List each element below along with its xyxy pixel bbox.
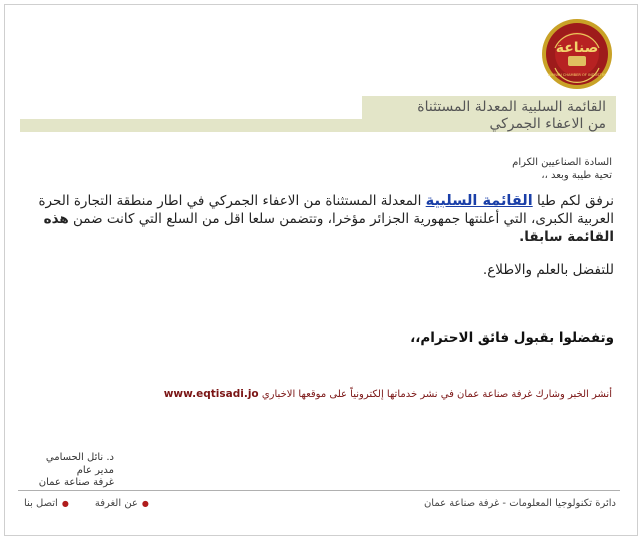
footer-link-about[interactable]: ● عن الغرفة [94,498,149,509]
bullet-icon: ● [61,499,69,508]
footer-divider [18,490,620,491]
signature-role: مدير عام [76,464,114,476]
paragraph-intro: نرفق لكم طيا [537,193,614,209]
logo-brand-text: صناعة [555,40,599,56]
salutation-line2: تحية طيبة وبعد ،، [541,170,612,181]
title-banner [20,96,616,132]
promo-line [164,388,612,400]
chamber-logo [541,18,613,90]
page-title: القائمة السلبية المعدلة المستثناة [417,99,606,115]
paragraph-body: المعدلة المستثناة من الاعفاء الجمركي في اطار منطقة التجارة الحرة العربية الكبرى، التي أعلنتها جمهورية الجزائر مؤخرا، وتتضمن سلعا اقل من السلع التي كانت ضمن [38,193,614,227]
footer-department: دائرة تكنولوجيا المعلومات - غرفة صناعة عمان [423,498,616,509]
salutation-line1: السادة الصناعيين الكرام [512,157,612,168]
negative-list-link[interactable]: القائمة السلبية [425,193,533,209]
promo-site-link[interactable]: www.eqtisadi.jo [163,388,259,400]
salutation [512,156,612,182]
signature-org: غرفة صناعة عمان [38,477,114,488]
message-paragraph [34,192,614,246]
footer-link-contact[interactable]: ● اتصل بنا [24,498,69,509]
footer-links [24,498,149,509]
notice-line: للتفضل بالعلم والاطلاع. [482,262,614,278]
paragraph-bold-tail: هذه القائمة سابقا. [43,211,614,245]
signature-block [24,452,114,490]
signature-name: د. نائل الحسامي [45,452,114,463]
closing-regards: وتفضلوا بقبول فائق الاحترام،، [410,330,614,346]
logo-caption: AMMAN CHAMBER OF INDUSTRY [547,73,607,77]
promo-text: أنشر الخبر وشارك غرفة صناعة عمان في نشر خدماتها إلكترونياً على موقعها الاخباري [261,389,612,400]
bullet-icon: ● [141,499,149,508]
page-subtitle: من الاعفاء الجمركي [489,116,606,132]
